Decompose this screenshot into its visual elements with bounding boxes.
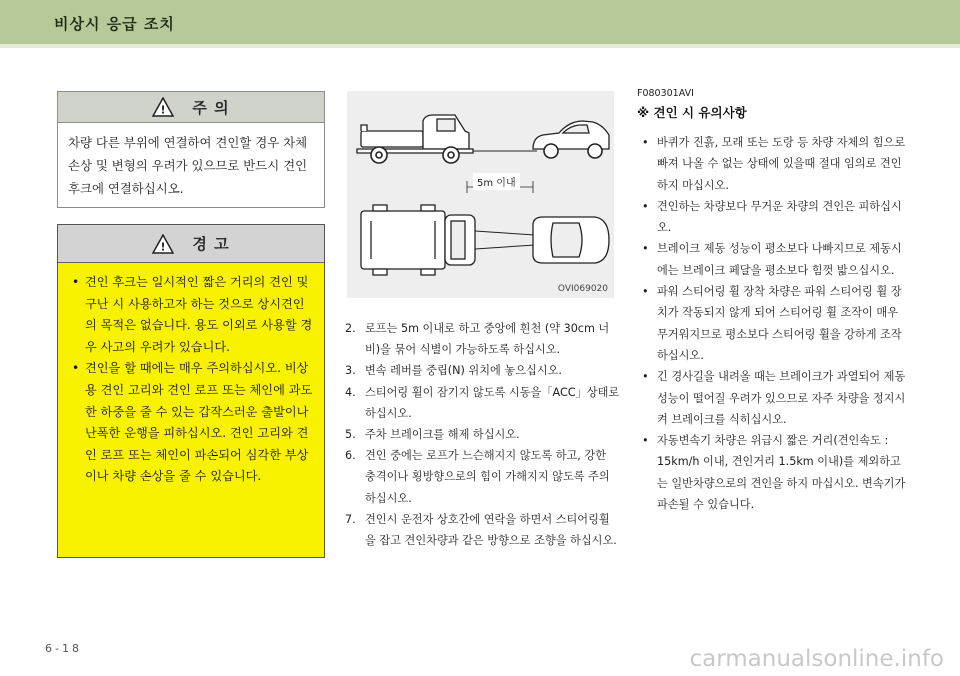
towing-notes: [637, 132, 907, 515]
caution-title: 주 의: [192, 98, 230, 117]
svg-text:!: !: [160, 103, 166, 117]
list-item: 4. 스티어링 휠이 잠기지 않도록 시동을「ACC」상태로 하십시오.: [345, 385, 620, 420]
distance-label: 5m 이내: [473, 173, 520, 190]
warning-box: [57, 224, 325, 558]
list-item: • 브레이크 제동 성능이 평소보다 나빠지므로 제동시에는 브레이크 페달을 평소보다 힘껏 밟으십시오.: [637, 238, 907, 281]
list-item: 2. 로프는 5m 이내로 하고 중앙에 흰천 (약 30cm 너비)을 묶어 식별이 가능하도록 하십시오.: [345, 322, 610, 357]
list-item: • 바퀴가 진흙, 모래 또는 도랑 등 차량 자체의 힘으로 빠져 나올 수 없는 상태에 있을때 절대 임의로 견인하지 마십시오.: [637, 132, 907, 196]
towing-diagram: [347, 91, 614, 298]
list-item: 5. 주차 브레이크를 해제 하십시오.: [345, 428, 520, 442]
caution-header: [58, 92, 324, 123]
section-code: F080301AVI: [637, 88, 694, 99]
towing-illustration: [347, 91, 614, 298]
warning-item: • 견인을 할 때에는 매우 주의하십시오. 비상용 견인 고리와 견인 로프 또는 체인에 과도한 하중을 줄 수 있는 갑작스러운 출발이나 난폭한 운행을 피하십시오. 견인 고리와 견인 로프 또는 체인이 파손되어 심각한 부상이나 차량 손상을 줄 수 있습니다.: [68, 358, 314, 488]
list-item: • 파워 스티어링 휠 장착 차량은 파워 스티어링 휠 장치가 작동되지 않게 되어 스티어링 휠 조작이 매우 무거워지므로 평소보다 스티어링 휠을 강하게 조작하십시오.: [637, 281, 907, 366]
caution-text: 차량 다른 부위에 연결하여 견인할 경우 차체 손상 및 변형의 우려가 있으므로 반드시 견인 후크에 연결하십시오.: [68, 135, 308, 196]
section-title: 비상시 응급 조치: [54, 15, 175, 33]
list-item: • 견인하는 차량보다 무거운 차량의 견인은 피하십시오.: [637, 196, 907, 239]
warning-title: 경 고: [192, 235, 230, 253]
warning-header: [58, 225, 324, 263]
warning-triangle-icon: [152, 234, 174, 254]
page-header: [0, 0, 960, 44]
watermark: carmanualsonline.info: [689, 646, 944, 672]
warning-triangle-icon: [152, 97, 174, 117]
caution-box: [57, 91, 325, 208]
list-item: 6. 견인 중에는 로프가 느슨해지지 않도록 하고, 강한 충격이나 횡방향으로의 힘이 가해지지 않도록 주의 하십시오.: [345, 449, 610, 505]
header-divider: [0, 44, 960, 48]
towing-steps: [345, 318, 620, 551]
warning-content: [58, 263, 324, 488]
list-item: 7. 견인시 운전자 상호간에 연락을 하면서 스티어링휠을 잡고 견인차량과 같은 방향으로 조향을 하십시오.: [345, 512, 617, 548]
notes-title: ※ 견인 시 유의사항: [637, 105, 747, 120]
list-item: • 자동변속기 차량은 위급시 짧은 거리(견인속도 : 15km/h 이내, 견인거리 1.5km 이내)를 제외하고는 일반차량으로의 견인을 하지 마십시오. 변속기가 파손될 수 있습니다.: [637, 430, 907, 515]
warning-item: • 견인 후크는 일시적인 짧은 거리의 견인 및 구난 시 사용하고자 하는 것으로 상시견인의 목적은 없습니다. 용도 이외로 사용할 경우 사고의 우려가 있습니다.: [68, 272, 314, 358]
figure-code: OVI069020: [557, 284, 608, 294]
page-number: 6-18: [45, 642, 82, 655]
list-item: • 긴 경사길을 내려올 때는 브레이크가 과열되어 제동 성능이 떨어질 우려가 있으므로 자주 차량을 정지시켜 브레이크를 식히십시오.: [637, 366, 907, 430]
svg-text:!: !: [160, 240, 166, 253]
list-item: 3. 변속 레버를 중립(N) 위치에 놓으십시오.: [345, 364, 562, 378]
